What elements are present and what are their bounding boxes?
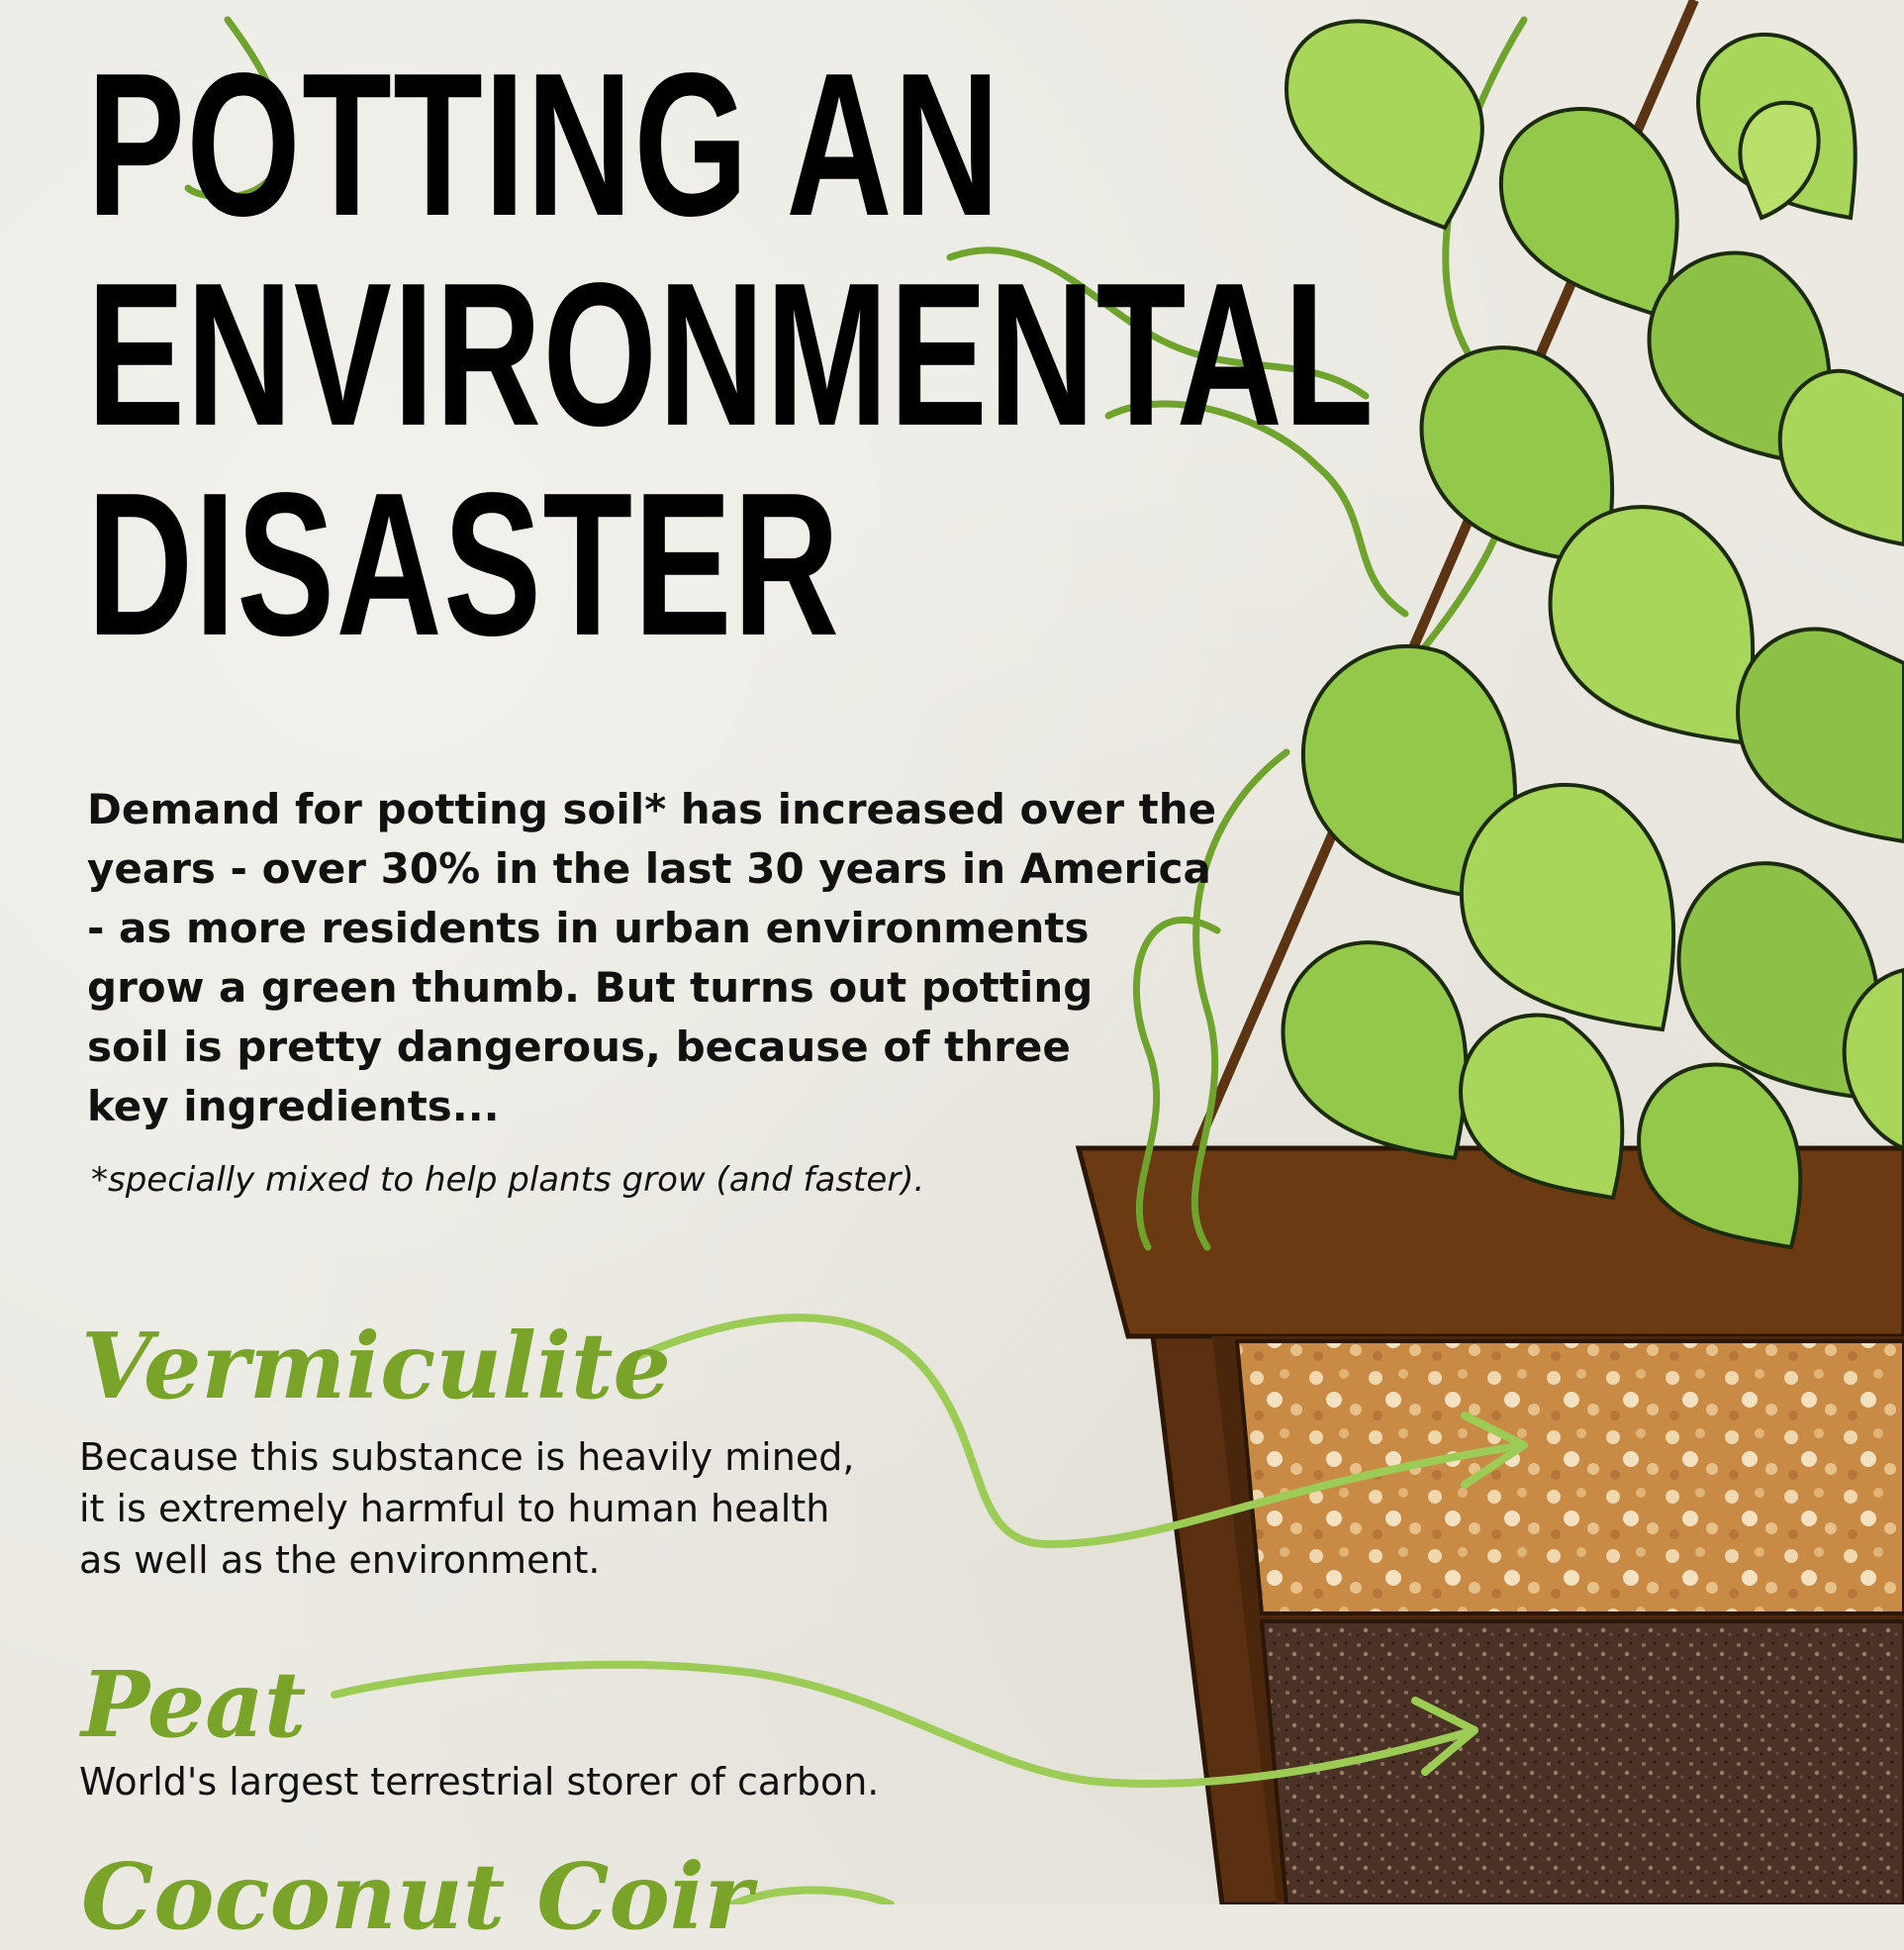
ingredient-heading-coconut-coir: Coconut Coir bbox=[81, 1843, 753, 1950]
title-line-2: ENVIRONMENTAL bbox=[87, 241, 1376, 468]
page-title bbox=[87, 31, 1376, 678]
ingredient-description-vermiculite: Because this substance is heavily mined, it is extremely harmful to human health as well as the environment. bbox=[79, 1435, 855, 1582]
ingredient-heading-peat: Peat bbox=[81, 1651, 307, 1758]
title-line-1: POTTING AN bbox=[87, 31, 1001, 258]
ingredient-description-peat: World's largest terrestrial storer of carbon. bbox=[79, 1760, 880, 1804]
vermiculite-layer bbox=[1237, 1341, 1904, 1613]
leaves bbox=[1284, 21, 1904, 1247]
title-line-3: DISASTER bbox=[87, 450, 841, 678]
ingredient-heading-vermiculite: Vermiculite bbox=[81, 1313, 672, 1419]
intro-paragraph: Demand for potting soil* has increased over the years - over 30% in the last 30 years in America - as more residents in urban environments grow a green thumb. But turns out potting soil is pretty dangerous, because of three key ingredients... bbox=[87, 785, 1217, 1130]
footnote: *specially mixed to help plants grow (and faster). bbox=[91, 1160, 925, 1200]
